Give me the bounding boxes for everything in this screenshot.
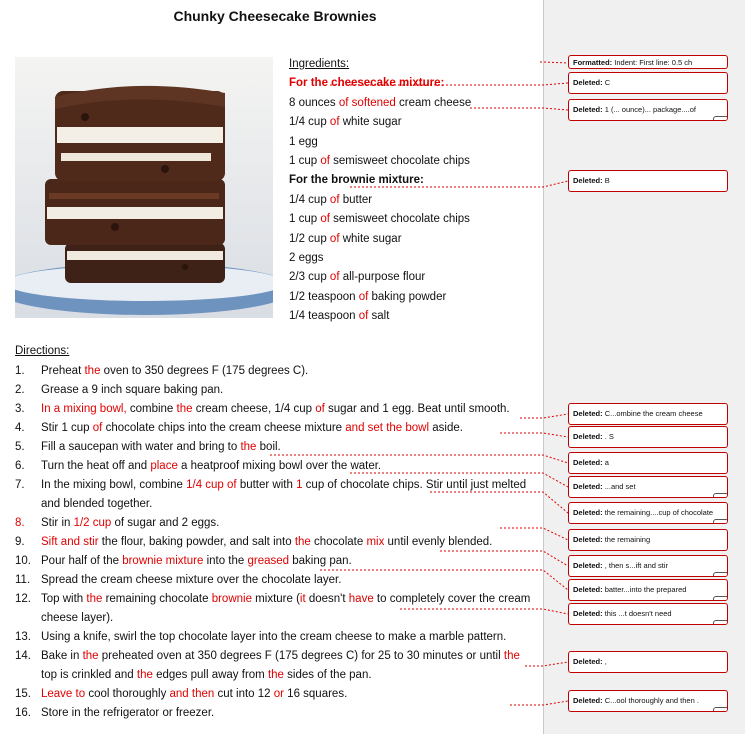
inserted-text: 1 — [296, 479, 303, 491]
more-indicator-icon — [713, 707, 728, 712]
step-text: top is crinkled and — [41, 669, 137, 681]
balloon-kind: Deleted: — [573, 176, 603, 185]
step-number: 12. — [15, 593, 31, 605]
balloon-text: C — [604, 78, 611, 87]
more-indicator-icon — [713, 572, 728, 577]
brownie-ingredient — [289, 210, 471, 229]
brownie-ingredient — [289, 288, 471, 307]
step-number: 6. — [15, 460, 25, 472]
step-text: remaining chocolate — [102, 593, 212, 605]
inserted-text: of — [326, 193, 340, 206]
more-indicator-icon — [713, 596, 728, 601]
step-text: Stir in — [41, 517, 74, 529]
step-number: 9. — [15, 536, 25, 548]
comment-balloon — [568, 55, 728, 69]
inserted-text: of — [355, 310, 369, 323]
inserted-text: greased — [247, 555, 290, 567]
balloon-kind: Deleted: — [573, 482, 603, 491]
more-indicator-icon — [713, 493, 728, 498]
step-number: 8. — [15, 517, 25, 529]
inserted-text: the — [86, 593, 103, 605]
balloon-text: Indent: First line: 0.5 ch — [614, 58, 693, 67]
comment-balloon — [568, 502, 728, 524]
inserted-text: the — [503, 650, 520, 662]
direction-step — [15, 647, 535, 685]
brownie-ingredient — [289, 249, 471, 268]
balloon-text: . S — [604, 432, 614, 441]
step-number: 1. — [15, 365, 25, 377]
ingredient-name: semisweet chocolate chips — [329, 154, 470, 167]
step-number: 15. — [15, 688, 31, 700]
cheesecake-ingredient — [289, 113, 471, 132]
ingredient-amount: 1/4 teaspoon — [289, 310, 356, 323]
step-text: Turn the heat off and — [41, 460, 151, 472]
comment-balloon — [568, 72, 728, 94]
balloon-text: batter...into the prepared — [604, 585, 687, 594]
balloon-kind: Deleted: — [573, 409, 603, 418]
step-text: Preheat — [41, 365, 85, 377]
directions-list — [15, 362, 535, 723]
comment-balloon — [568, 403, 728, 425]
comment-balloon — [568, 603, 728, 625]
balloon-text: this ...t doesn't need — [604, 609, 672, 618]
inserted-text: of — [326, 116, 340, 129]
comment-balloon — [568, 476, 728, 498]
ingredient-amount: 1 egg — [289, 135, 318, 148]
direction-step — [15, 362, 535, 381]
balloon-kind: Deleted: — [573, 657, 603, 666]
inserted-text: or — [273, 688, 284, 700]
step-text: cool thoroughly — [85, 688, 170, 700]
inserted-text: of softened — [335, 96, 396, 109]
step-text: into the — [203, 555, 248, 567]
ingredient-name: semisweet chocolate chips — [329, 213, 470, 226]
step-text: oven to 350 degrees F (175 degrees C). — [100, 365, 309, 377]
balloon-kind: Deleted: — [573, 609, 603, 618]
balloon-text: a — [604, 458, 609, 467]
inserted-text: the — [294, 536, 311, 548]
direction-step — [15, 419, 535, 438]
step-number: 5. — [15, 441, 25, 453]
balloon-kind: Deleted: — [573, 561, 603, 570]
direction-step — [15, 685, 535, 704]
balloon-kind: Deleted: — [573, 105, 603, 114]
inserted-text: brownie — [211, 593, 252, 605]
ingredient-name: white sugar — [339, 116, 402, 129]
step-text: to completely cover the cream cheese layer). — [41, 593, 531, 624]
directions-heading: Directions: — [15, 345, 70, 357]
inserted-text: of — [315, 403, 325, 415]
direction-step — [15, 704, 535, 723]
more-indicator-icon — [713, 519, 728, 524]
step-number: 2. — [15, 384, 25, 396]
balloon-kind: Deleted: — [573, 432, 603, 441]
step-text: aside. — [429, 422, 463, 434]
inserted-text: the — [136, 669, 153, 681]
step-text: edges pull away from — [152, 669, 268, 681]
balloon-text: B — [604, 176, 610, 185]
brownie-photo — [15, 57, 273, 318]
step-text: preheated oven at 350 degrees F (175 degrees C) for 25 to 30 minutes or until — [98, 650, 504, 662]
step-text: Pour half of the — [41, 555, 123, 567]
step-number: 14. — [15, 650, 31, 662]
step-number: 13. — [15, 631, 31, 643]
step-number: 3. — [15, 403, 25, 415]
step-text: mixture ( — [251, 593, 300, 605]
direction-step — [15, 438, 535, 457]
step-text: Stir 1 cup — [41, 422, 93, 434]
step-text: baking pan. — [289, 555, 352, 567]
brownie-ingredient — [289, 230, 471, 249]
inserted-text: the — [84, 365, 101, 377]
step-text: of sugar and 2 eggs. — [111, 517, 220, 529]
direction-step — [15, 514, 535, 533]
ingredient-name: all-purpose flour — [339, 271, 426, 284]
inserted-text: place — [150, 460, 178, 472]
comment-balloon — [568, 690, 728, 712]
inserted-text: of — [326, 271, 340, 284]
ingredient-amount: 1 cup — [289, 213, 318, 226]
direction-step — [15, 381, 535, 400]
brownie-heading: For the brownie mixture: — [289, 174, 424, 187]
direction-step — [15, 476, 535, 514]
step-text: 16 squares. — [283, 688, 348, 700]
inserted-text: Leave to — [41, 688, 86, 700]
step-number: 4. — [15, 422, 25, 434]
step-number: 7. — [15, 479, 25, 491]
step-number: 16. — [15, 707, 31, 719]
inserted-text: the — [240, 441, 257, 453]
step-text: doesn't — [305, 593, 349, 605]
balloon-text: , then s...ift and stir — [604, 561, 669, 570]
cheesecake-ingredient — [289, 152, 471, 171]
inserted-text: of — [317, 213, 330, 226]
cheesecake-ingredient — [289, 94, 471, 113]
comment-balloon — [568, 170, 728, 192]
direction-step — [15, 628, 535, 647]
balloon-text: , — [604, 657, 607, 666]
ingredient-name: cream cheese — [395, 96, 472, 109]
balloon-text: C...ombine the cream cheese — [604, 409, 703, 418]
inserted-text: In a mixing bowl, — [41, 403, 127, 415]
inserted-text: and set the bowl — [345, 422, 430, 434]
ingredient-amount: 8 ounces — [289, 96, 336, 109]
balloon-text: the remaining — [604, 535, 651, 544]
ingredient-name: baking powder — [368, 290, 447, 303]
balloon-kind: Deleted: — [573, 585, 603, 594]
step-text: Top with — [41, 593, 87, 605]
step-text: until evenly blended. — [384, 536, 493, 548]
comment-balloon — [568, 579, 728, 601]
step-text: chocolate chips into the cream cheese mixture — [102, 422, 346, 434]
inserted-text: and then — [169, 688, 215, 700]
more-indicator-icon — [713, 620, 728, 625]
step-number: 11. — [15, 574, 31, 586]
inserted-text: the — [82, 650, 99, 662]
step-text: Spread the cream cheese mixture over the chocolate layer. — [41, 574, 342, 586]
ingredient-amount: 1 cup — [289, 154, 318, 167]
brownie-ingredient — [289, 191, 471, 210]
inserted-text: the — [267, 669, 284, 681]
comment-balloon — [568, 651, 728, 673]
ingredient-amount: 2/3 cup — [289, 271, 327, 284]
direction-step — [15, 552, 535, 571]
comment-balloon — [568, 99, 728, 121]
balloon-kind: Deleted: — [573, 78, 603, 87]
step-text: cup of chocolate chips. Stir until just melted and blended together. — [41, 479, 527, 510]
balloon-text: the remaining....cup of chocolate — [604, 508, 714, 517]
inserted-text: the — [176, 403, 193, 415]
step-text: sides of the pan. — [283, 669, 372, 681]
ingredient-amount: 1/4 cup — [289, 193, 327, 206]
balloon-text: C...ool thoroughly and then . — [604, 696, 699, 705]
inserted-text: it — [299, 593, 306, 605]
direction-step — [15, 590, 535, 628]
balloon-text: ...and set — [604, 482, 636, 491]
inserted-text: Sift and stir — [41, 536, 99, 548]
ingredients-heading: Ingredients: — [289, 58, 350, 70]
step-number: 10. — [15, 555, 31, 567]
ingredient-amount: 1/2 cup — [289, 232, 327, 245]
ingredient-amount: 1/2 teaspoon — [289, 290, 356, 303]
step-text: Bake in — [41, 650, 83, 662]
inserted-text: have — [348, 593, 374, 605]
step-text: Grease a 9 inch square baking pan. — [41, 384, 224, 396]
step-text: Using a knife, swirl the top chocolate layer into the cream cheese to make a marble pattern. — [41, 631, 507, 643]
comment-balloon — [568, 529, 728, 551]
comment-balloon — [568, 452, 728, 474]
step-text: In the mixing bowl, combine — [41, 479, 187, 491]
inserted-text: of — [317, 154, 330, 167]
inserted-text: of — [92, 422, 103, 434]
step-text: combine — [126, 403, 177, 415]
step-text: Store in the refrigerator or freezer. — [41, 707, 215, 719]
balloon-kind: Deleted: — [573, 508, 603, 517]
direction-step — [15, 533, 535, 552]
balloon-kind: Deleted: — [573, 458, 603, 467]
ingredient-name: salt — [368, 310, 390, 323]
inserted-text: of — [326, 232, 340, 245]
brownie-ingredient — [289, 307, 471, 326]
step-text: butter with — [236, 479, 297, 491]
direction-step — [15, 400, 535, 419]
comment-balloon — [568, 555, 728, 577]
inserted-text: of — [355, 290, 369, 303]
balloon-text: 1 (... ounce)... package....of — [604, 105, 696, 114]
cheesecake-ingredient — [289, 133, 471, 152]
balloon-kind: Deleted: — [573, 535, 603, 544]
more-indicator-icon — [713, 116, 728, 121]
direction-step — [15, 457, 535, 476]
step-text: sugar and 1 egg. Beat until smooth. — [324, 403, 510, 415]
inserted-text: 1/4 cup of — [186, 479, 237, 491]
balloon-kind: Deleted: — [573, 696, 603, 705]
step-text: cream cheese, 1/4 cup — [192, 403, 316, 415]
comment-balloon — [568, 426, 728, 448]
step-text: boil. — [256, 441, 281, 453]
cheesecake-heading: For the cheesecake mixture: — [289, 77, 445, 90]
ingredient-name: butter — [339, 193, 373, 206]
step-text: chocolate — [310, 536, 367, 548]
ingredient-name: white sugar — [339, 232, 402, 245]
ingredients-list — [289, 55, 471, 326]
step-text: cut into 12 — [214, 688, 274, 700]
direction-step — [15, 571, 535, 590]
inserted-text: brownie mixture — [122, 555, 204, 567]
step-text: the flour, baking powder, and salt into — [98, 536, 295, 548]
balloon-kind: Formatted: — [573, 58, 613, 67]
recipe-title: Chunky Cheesecake Brownies — [173, 8, 377, 24]
ingredient-amount: 2 eggs — [289, 251, 324, 264]
step-text: Fill a saucepan with water and bring to — [41, 441, 241, 453]
ingredient-amount: 1/4 cup — [289, 116, 327, 129]
step-text: a heatproof mixing bowl over the water. — [177, 460, 382, 472]
brownie-ingredient — [289, 268, 471, 287]
inserted-text: 1/2 cup — [73, 517, 112, 529]
inserted-text: mix — [366, 536, 385, 548]
